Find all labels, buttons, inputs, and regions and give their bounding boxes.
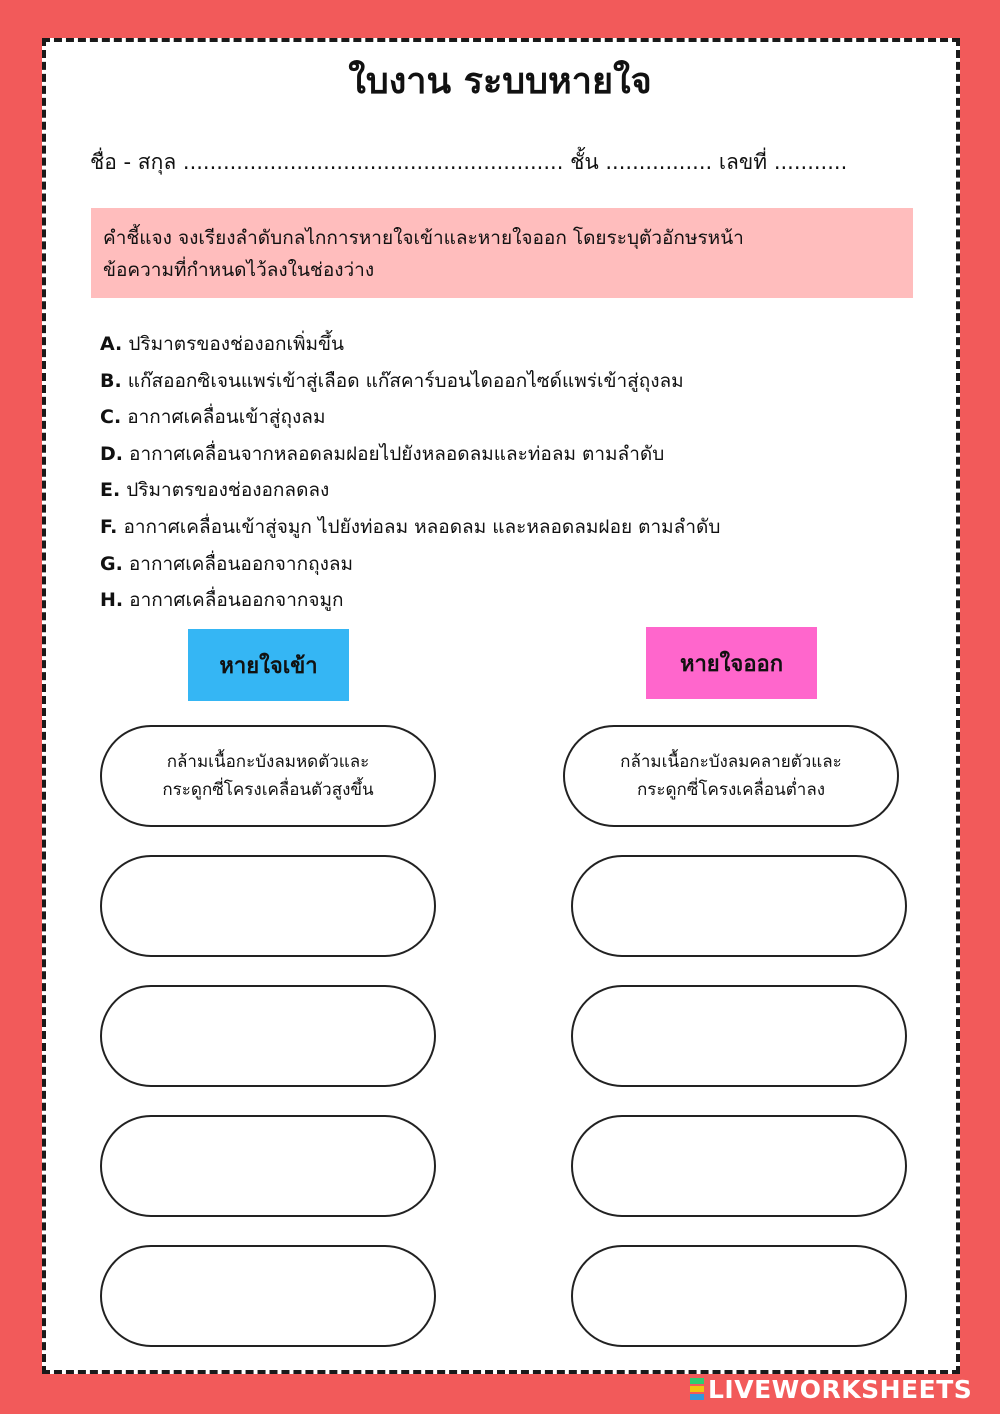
statement-item: [100, 546, 920, 583]
exhale-first-step: [563, 725, 899, 827]
inhale-first-step: [100, 725, 436, 827]
exhale-first-step-line-1: กล้ามเนื้อกะบังลมคลายตัวและ: [620, 752, 842, 772]
worksheet-title: ใบงาน ระบบหายใจ: [348, 61, 652, 102]
instruction-line-2: ข้อความที่กำหนดไว้ลงในช่องว่าง: [103, 259, 375, 281]
instruction-box: [91, 208, 913, 298]
statement-item: [100, 582, 920, 619]
statement-item: [100, 472, 920, 509]
statement-item: [100, 363, 920, 400]
exhale-first-step-line-2: กระดูกซี่โครงเคลื่อนต่ำลง: [636, 780, 826, 800]
liveworksheets-logo-icon: [690, 1377, 704, 1401]
statement-letter: B.: [100, 369, 122, 392]
inhale-answer-box-4[interactable]: [100, 1245, 436, 1347]
statement-item: [100, 436, 920, 473]
statement-item: [100, 399, 920, 436]
inhale-header: หายใจเข้า: [188, 629, 349, 701]
statement-text: อากาศเคลื่อนจากหลอดลมฝอยไปยังหลอดลมและท่อลม ตามลำดับ: [129, 442, 665, 465]
liveworksheets-brand: [690, 1374, 972, 1404]
student-info-line: [90, 146, 920, 179]
exhale-answer-box-2[interactable]: [571, 985, 907, 1087]
statement-letter: H.: [100, 589, 124, 612]
statement-text: ปริมาตรของช่องอกเพิ่มขึ้น: [128, 333, 345, 355]
statement-list: [100, 326, 920, 619]
statement-text: อากาศเคลื่อนออกจากถุงลม: [128, 552, 354, 575]
statement-text: อากาศเคลื่อนเข้าสู่จมูก ไปยังท่อลม หลอดลม และหลอดลมฝอย ตามลำดับ: [123, 515, 721, 538]
exhale-answer-box-3[interactable]: [571, 1115, 907, 1217]
exhale-header: หายใจออก: [646, 627, 817, 699]
class-label: ชั้น: [570, 150, 599, 174]
brand-text: LIVEWORKSHEETS: [708, 1374, 973, 1404]
inhale-answer-box-3[interactable]: [100, 1115, 436, 1217]
statement-text: อากาศเคลื่อนเข้าสู่ถุงลม: [127, 406, 326, 429]
instruction-line-1: คำชี้แจง จงเรียงลำดับกลไกการหายใจเข้าและหายใจออก โดยระบุตัวอักษรหน้า: [103, 227, 744, 249]
statement-item: [100, 326, 920, 363]
class-blank[interactable]: ................: [605, 150, 713, 174]
inhale-first-step-line-2: กระดูกซี่โครงเคลื่อนตัวสูงขึ้น: [162, 780, 374, 800]
statement-text: อากาศเคลื่อนออกจากจมูก: [129, 589, 344, 612]
name-blank[interactable]: .........................................................: [182, 150, 564, 174]
inhale-answer-box-2[interactable]: [100, 985, 436, 1087]
statement-letter: E.: [100, 479, 121, 502]
statement-letter: F.: [100, 515, 118, 538]
statement-text: ปริมาตรของช่องอกลดลง: [126, 479, 330, 502]
exhale-answer-box-1[interactable]: [571, 855, 907, 957]
statement-letter: C.: [100, 406, 122, 429]
number-blank[interactable]: ...........: [773, 150, 848, 174]
name-label: ชื่อ - สกุล: [90, 150, 177, 174]
statement-letter: A.: [100, 333, 123, 355]
statement-letter: G.: [100, 552, 123, 575]
exhale-answer-box-4[interactable]: [571, 1245, 907, 1347]
statement-letter: D.: [100, 442, 123, 465]
inhale-answer-box-1[interactable]: [100, 855, 436, 957]
statement-text: แก๊สออกซิเจนแพร่เข้าสู่เลือด แก๊สคาร์บอนไดออกไซด์แพร่เข้าสู่ถุงลม: [127, 369, 684, 392]
statement-item: [100, 509, 920, 546]
inhale-first-step-line-1: กล้ามเนื้อกะบังลมหดตัวและ: [166, 752, 370, 772]
number-label: เลขที่: [718, 150, 768, 174]
